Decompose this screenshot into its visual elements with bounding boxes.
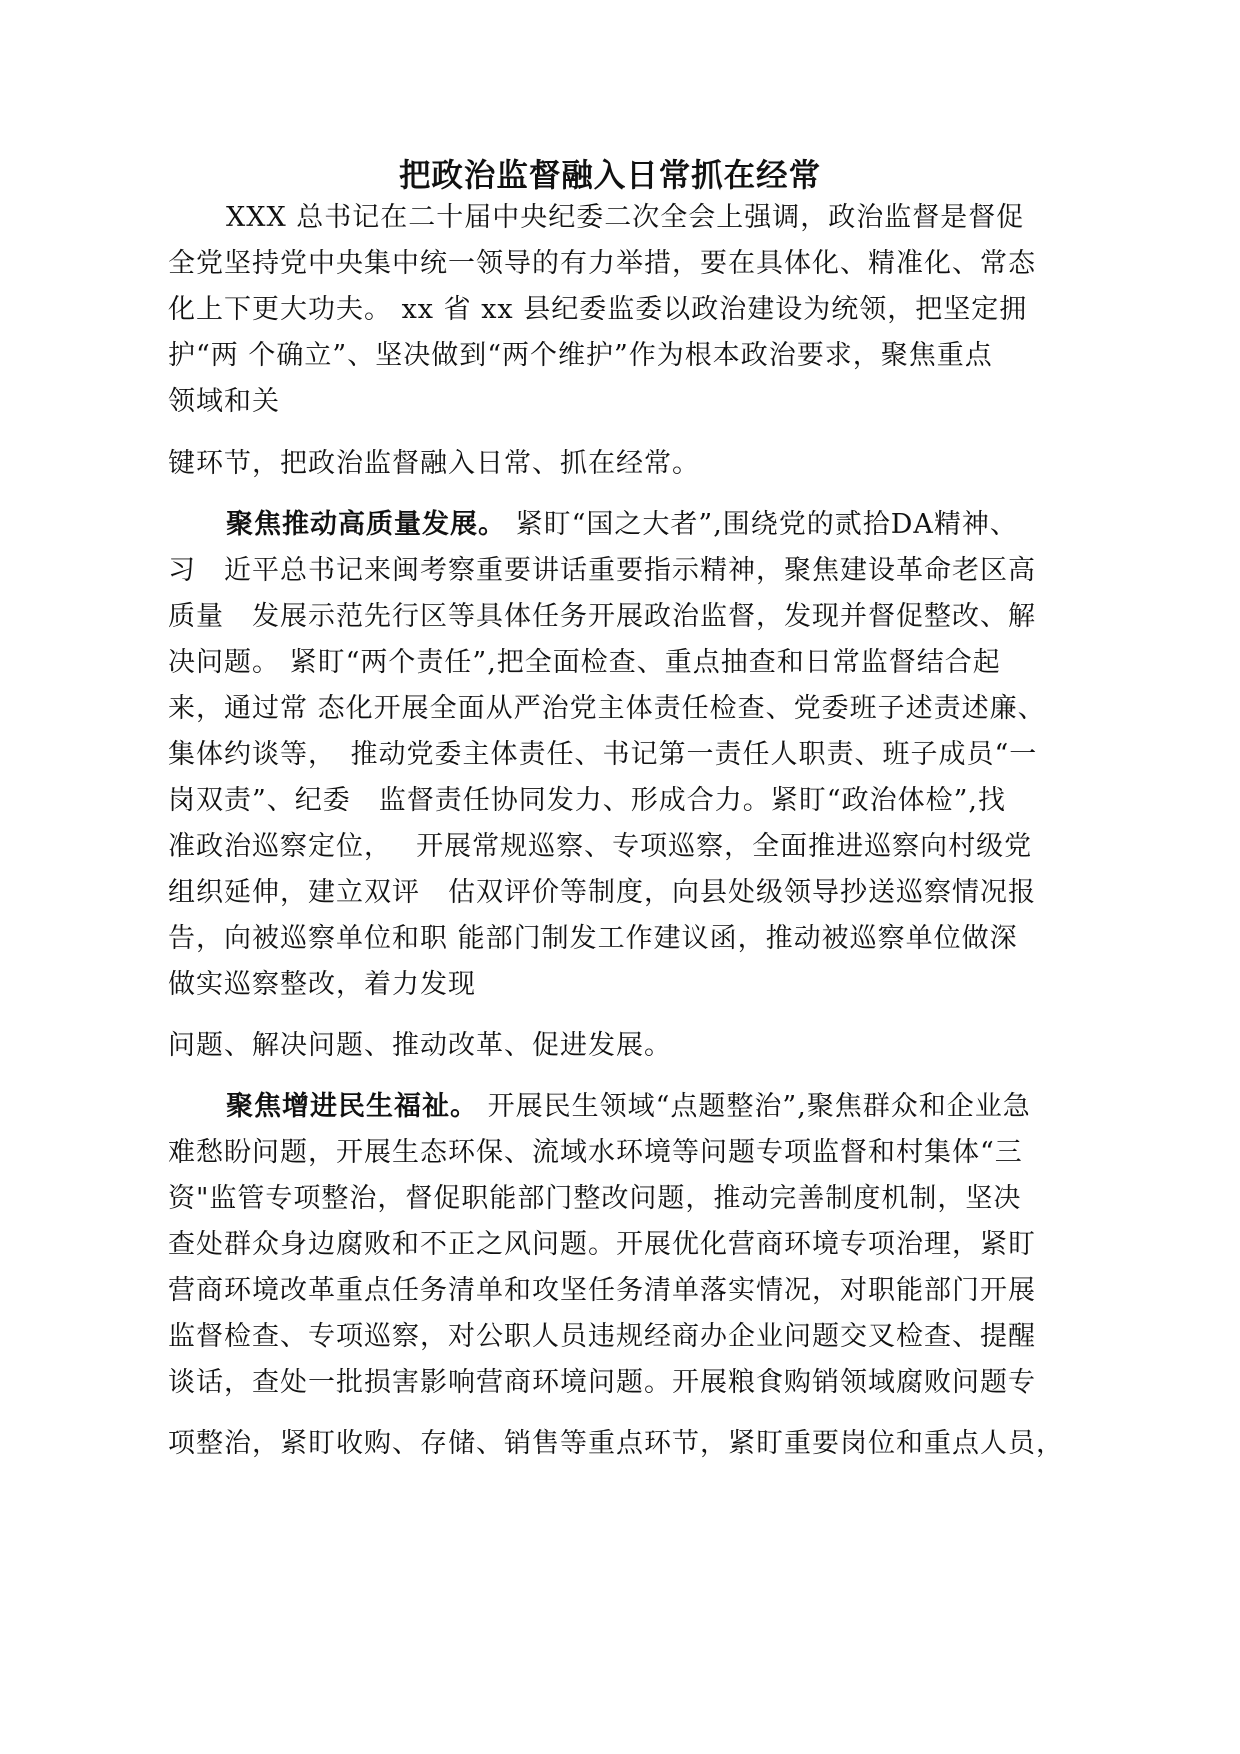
paragraph-2-line-8: 准政治巡察定位， 开展常规巡察、专项巡察，全面推进巡察向村级党 <box>168 831 1033 862</box>
paragraph-2-line-1 <box>226 505 1018 545</box>
paragraph-2-lead: 聚焦推动高质量发展。 <box>226 509 506 540</box>
paragraph-1-line-2: 全党坚持党中央集中统一领导的有力举措，要在具体化、精准化、常态 <box>168 248 1036 279</box>
paragraph-3-first-rest: 开展民生领域“点题整治”,聚焦群众和企业急 <box>487 1091 1031 1122</box>
paragraph-2-line-2: 习 近平总书记来闽考察重要讲话重要指示精神，聚焦建设革命老区高 <box>168 555 1036 586</box>
paragraph-1-line-5: 领域和关 <box>168 386 280 417</box>
paragraph-1-line-3: 化上下更大功夫。 xx 省 xx 县纪委监委以政治建设为统领，把坚定拥 <box>168 294 1028 325</box>
paragraph-3-line-4: 查处群众身边腐败和不正之风问题。开展优化营商环境专项治理，紧盯 <box>168 1229 1036 1260</box>
paragraph-3-line-2: 难愁盼问题，开展生态环保、流域水环境等问题专项监督和村集体“三 <box>168 1137 1023 1168</box>
paragraph-2-line-7: 岗双责”、纪委 监督责任协同发力、形成合力。紧盯“政治体检”,找 <box>168 785 1006 816</box>
paragraph-1-line-1: XXX 总书记在二十届中央纪委二次全会上强调，政治监督是督促 <box>226 202 1025 233</box>
paragraph-2-line-10: 告，向被巡察单位和职 能部门制发工作建议函，推动被巡察单位做深 <box>168 923 1018 954</box>
paragraph-2-line-4: 决问题。 紧盯“两个责任”,把全面检查、重点抽查和日常监督结合起 <box>168 647 1001 678</box>
paragraph-3-line-3: 资"监管专项整治，督促职能部门整改问题，推动完善制度机制，坚决 <box>168 1183 1022 1214</box>
paragraph-2-line-11: 做实巡察整改，着力发现 <box>168 969 476 1000</box>
paragraph-3-line-1 <box>226 1087 1031 1127</box>
paragraph-2-line-3: 质量 发展示范先行区等具体任务开展政治监督，发现并督促整改、解 <box>168 601 1036 632</box>
paragraph-2-line-5: 来，通过常 态化开展全面从严治党主体责任检查、党委班子述责述廉、 <box>168 693 1046 724</box>
paragraph-2-line-6: 集体约谈等， 推动党委主体责任、书记第一责任人职责、班子成员“一 <box>168 739 1038 770</box>
paragraph-2-line-12: 问题、解决问题、推动改革、促进发展。 <box>168 1030 672 1061</box>
paragraph-2-line-9: 组织延伸，建立双评 估双评价等制度，向县处级领导抄送巡察情况报 <box>168 877 1036 908</box>
paragraph-1-line-6: 键环节，把政治监督融入日常、抓在经常。 <box>168 448 700 479</box>
document-title: 把政治监督融入日常抓在经常 <box>398 156 822 194</box>
paragraph-3-line-5: 营商环境改革重点任务清单和攻坚任务清单落实情况，对职能部门开展 <box>168 1275 1036 1306</box>
paragraph-3-line-8: 项整治，紧盯收购、存储、销售等重点环节，紧盯重要岗位和重点人员， <box>168 1428 1064 1459</box>
paragraph-1-line-4: 护“两 个确立”、坚决做到“两个维护”作为根本政治要求，聚焦重点 <box>168 340 993 371</box>
paragraph-3-lead: 聚焦增进民生福祉。 <box>226 1091 478 1122</box>
paragraph-3-line-6: 监督检查、专项巡察，对公职人员违规经商办企业问题交叉检查、提醒 <box>168 1321 1036 1352</box>
paragraph-2-first-rest: 紧盯“国之大者”,围绕党的贰拾DA精神、 <box>515 509 1018 540</box>
paragraph-3-line-7: 谈话，查处一批损害影响营商环境问题。开展粮食购销领域腐败问题专 <box>168 1367 1036 1398</box>
